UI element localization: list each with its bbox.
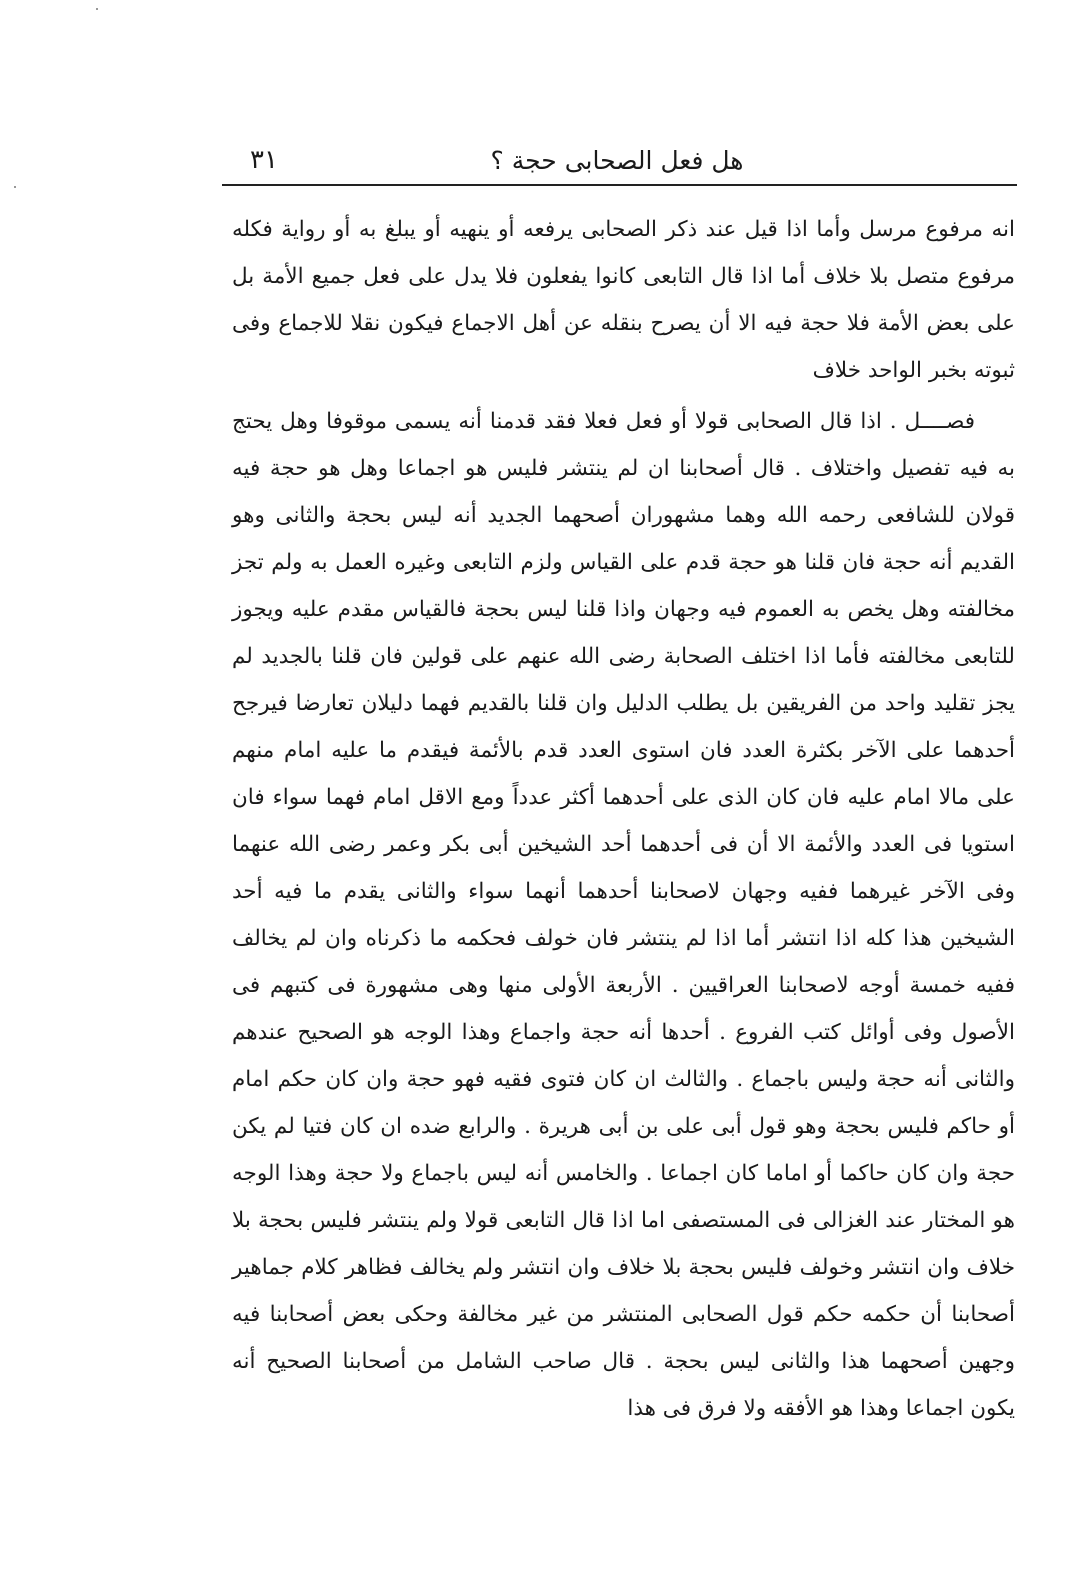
chapter-title: هل فعل الصحابى حجة ؟	[490, 146, 744, 175]
paragraph: انه مرفوع مرسل وأما اذا قيل عند ذكر الصحابى يرفعه أو ينهيه أو يبلغ به أو رواية فكله مرفوع متصل بلا خلاف أما اذا قال التابعى كانوا يفعلون فلا يدل على فعل جميع الأمة بل على بعض الأمة فلا حجة فيه الا أن يصرح بنقله عن أهل الاجماع فيكون نقلا للاجماع وفى ثبوته بخبر الواحد خلاف	[232, 217, 1015, 383]
scan-speck	[96, 8, 98, 10]
header-rule	[222, 184, 1017, 186]
paragraph: فصــــل . اذا قال الصحابى قولا أو فعل فعلا فقد قدمنا أنه يسمى موقوفا وهل يحتج به فيه تفصيل واختلاف . قال أصحابنا ان لم ينتشر فليس هو اجماعا وهل هو حجة فيه قولان للشافعى رحمه الله وهما مشهوران أصحهما الجديد أنه ليس بحجة والثانى وهو القديم أنه حجة فان قلنا هو حجة قدم على القياس ولزم التابعى وغيره العمل به ولم تجز مخالفته وهل يخص به العموم فيه وجهان واذا قلنا ليس بحجة فالقياس مقدم عليه ويجوز للتابعى مخالفته فأما اذا اختلف الصحابة رضى الله عنهم على قولين فان قلنا بالجديد لم يجز تقليد واحد من الفريقين بل يطلب الدليل وان قلنا بالقديم فهما دليلان تعارضا فيرجح أحدهما على الآخر بكثرة العدد فان استوى العدد قدم بالأئمة فيقدم ما عليه امام منهم على مالا امام عليه فان كان الذى على أحدهما أكثر عدداً ومع الاقل امام فهما سواء فان استويا فى العدد والأئمة الا أن فى أحدهما أحد الشيخين أبى بكر وعمر رضى الله عنهما وفى الآخر غيرهما ففيه وجهان لاصحابنا أحدهما أنهما سواء والثانى يقدم ما فيه أحد الشيخين هذا كله اذا انتشر أما اذا لم ينتشر فان خولف فحكمه ما ذكرناه وان لم يخالف ففيه خمسة أوجه لاصحابنا العراقيين . الأربعة الأولى منها وهى مشهورة فى كتبهم فى الأصول وفى أوائل كتب الفروع . أحدها أنه حجة واجماع وهذا الوجه هو الصحيح عندهم والثانى أنه حجة وليس باجماع . والثالث ان كان فتوى فقيه فهو حجة وان كان حكم امام أو حاكم فليس بحجة وهو قول أبى على بن أبى هريرة . والرابع ضده ان كان فتيا لم يكن حجة وان كان حاكما أو اماما كان اجماعا . والخامس أنه ليس باجماع ولا حجة وهذا الوجه هو المختار عند الغزالى فى المستصفى اما اذا قال التابعى قولا ولم ينتشر فليس بحجة بلا خلاف وان انتشر وخولف فليس بحجة بلا خلاف وان انتشر ولم يخالف فظاهر كلام جماهير أصحابنا أن حكمه حكم قول الصحابى المنتشر من غير مخالفة وحكى بعض أصحابنا فيه وجهين أصحهما هذا والثانى ليس بحجة . قال صاحب الشامل من أصحابنا الصحيح أنه يكون اجماعا وهذا هو الأفقه ولا فرق فى هذا	[232, 409, 1016, 1421]
page-number: ٣١	[250, 145, 278, 175]
scan-speck	[14, 186, 16, 188]
page-body	[232, 206, 1015, 1432]
running-head	[222, 138, 1017, 184]
